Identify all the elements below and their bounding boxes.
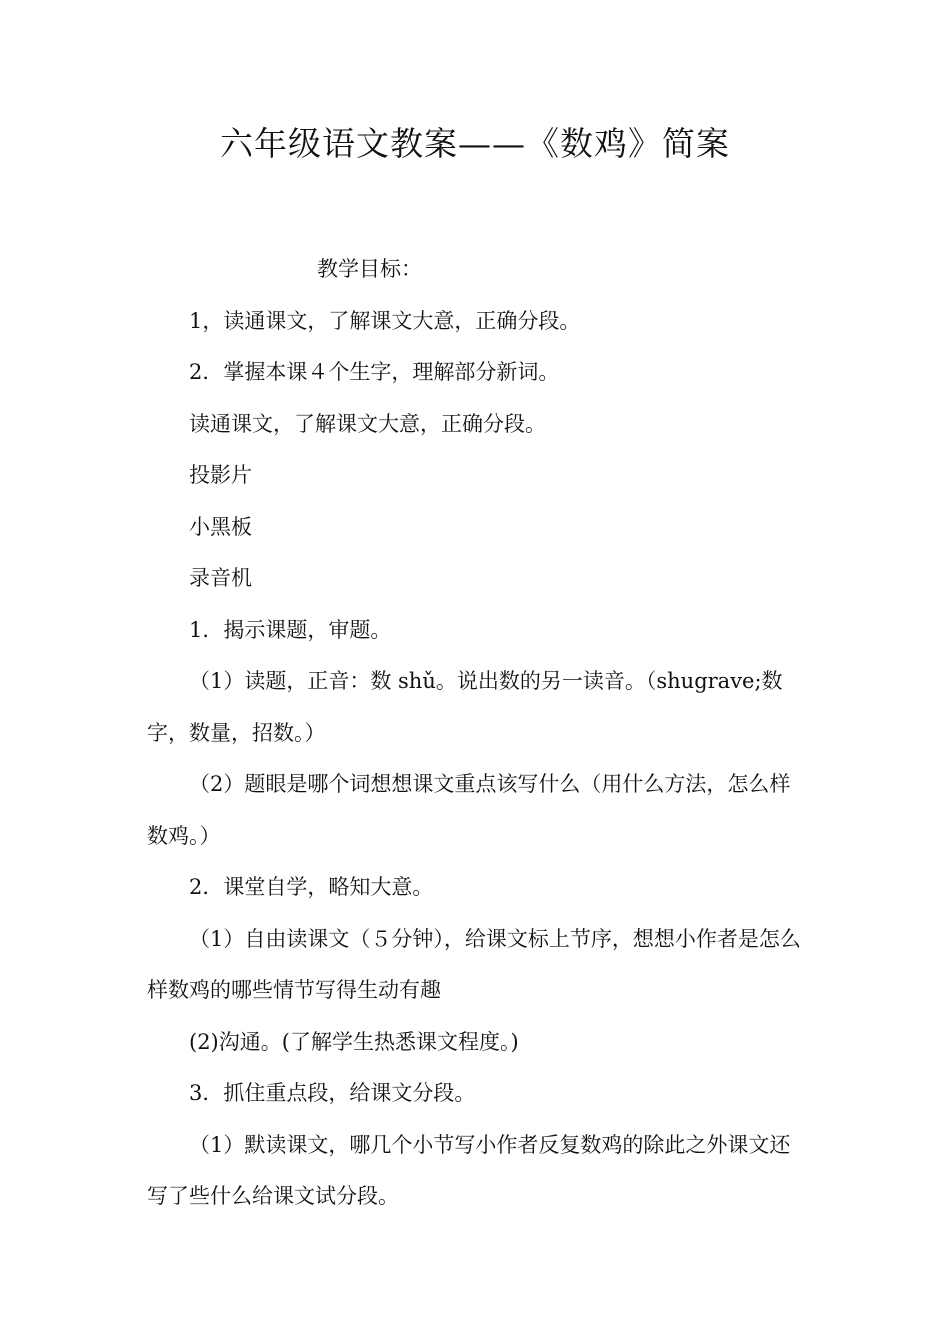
paragraph: 3．抓住重点段，给课文分段。 [189, 1081, 476, 1105]
document-body [147, 244, 809, 1223]
paragraph: 小黑板 [189, 514, 252, 539]
paragraph: （1）默读课文，哪几个小节写小作者反复数鸡的除此之外课文还写了些什么给课文试分段。 [147, 1132, 791, 1208]
paragraph: (2)沟通。(了解学生热悉课文程度。) [189, 1029, 519, 1054]
paragraph: 1．揭示课题，审题。 [189, 617, 392, 642]
paragraph: 录音机 [189, 566, 252, 590]
paragraph: （1）自由读课文（５分钟），给课文标上节序，想想小作者是怎么样数鸡的哪些情节写得生动有趣 [147, 926, 801, 1002]
paragraph: （2）题眼是哪个词想想课文重点该写什么（用什么方法，怎么样数鸡。） [147, 772, 791, 848]
paragraph: 读通课文，了解课文大意，正确分段。 [189, 411, 546, 436]
paragraph: （1）读题，正音：数 shǔ。说出数的另一读音。（shugrave;数字，数量，招数。） [147, 669, 783, 745]
document-title: 六年级语文教案——《数鸡》简案 [220, 124, 730, 163]
section-heading-objectives: 教学目标： [317, 257, 422, 281]
paragraph: 1，读通课文，了解课文大意，正确分段。 [189, 308, 581, 333]
paragraph: 2．掌握本课４个生字，理解部分新词。 [189, 360, 560, 384]
paragraph: 2．课堂自学，略知大意。 [189, 875, 434, 899]
paragraph: 投影片 [189, 463, 252, 487]
